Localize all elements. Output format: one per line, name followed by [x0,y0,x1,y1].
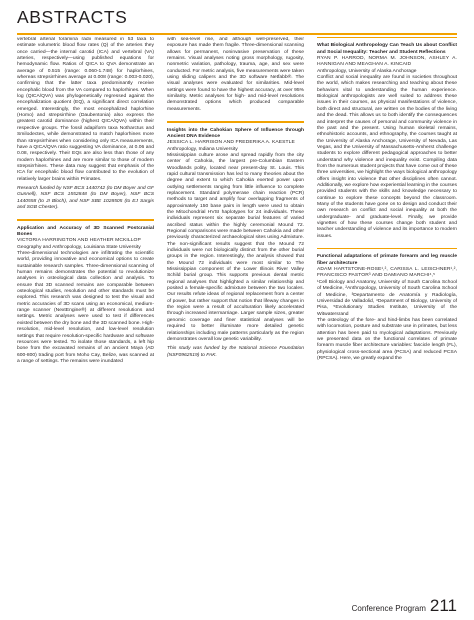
column-2 [167,37,304,359]
abstract-authors: JESSICA L. HARRISON AND FREDERIKA A. KAESTLE [167,140,295,146]
section-divider [317,248,457,249]
abstract-title: Insights into the Cahokian Sphere of Influence through Ancient DNA Evidence [167,127,304,139]
section-divider [17,219,154,220]
footer-label: Conference Program [351,604,426,613]
abstract-authors: ADAM HARTSTONE-ROSE¹,², CARISSA L. LEISCHNER¹,², FRANCISCO PASTOR³ AND DAMIANO MARCHI⁴,⁵ [317,267,457,279]
abstract-body: Mississippian culture arose and spread rapidly from the city center of Cahokia, the largest pre-Columbian Eastern Woodlands polity, located near present-day St. Louis. This rapid cultural transmission has led to many theories about the degree and extent to which Cahokia exerted power upon outlying settlements ranging from little influence to complete replacement. Standard polymerase chain reaction (PCR) methods to target and amplify four overlapping fragments of approximately 150 base pairs in length were used to obtain the Mitochondrial HVSI haplotypes for 24 individuals. These individuals represent six separate burial features of varied ascribed status within the highly ceremonial Mound 72. Regional comparisons were made between Cahokia and other previously characterized archaeological sites using Admixture. The non-significant results suggest that the Mound 72 individuals were not biologically distinct from the other burial groups in the region. Interestingly, the analysis showed that the Mound 72 individuals were most similar to The Mississippian component of the Lower Illinois River Valley Schild burial group. This supports previous dental metric regional analyses that highlighted a similar relationship and posited a female-specific admixture between the two locales. Our results refute ideas of regional replacement from a center of power, but rather support that notion that lifeway changes in the region were a result of acculturation likely accelerated through increased intermarriage. Larger sample sizes, greater genomic coverage and finer statistical analyses will be required to better illuminate more detailed genetic relationships including male patterns particularly as the region demonstrates overall low genetic variability. [167,152,304,342]
page-title: ABSTRACTS [17,7,128,27]
section-divider [167,121,304,122]
abstract-affiliation: ¹Cell Biology and Anatomy, University of South Carolina School of Medicine, ²Anthropology, University of South Carolina School of Medicine, ³Departamento de Anatomía y Radiología, Universidad de Valladolid, ⁴Department of Biology, University of Pisa, ⁵Evolutionary Studies Institute, University of the Witwatersrand [317,279,457,317]
abstract-affiliation: Anthropology, Indiana University [167,146,238,152]
funding-note: Research funded by NSF BCS 1440742 (to DM Boyer and GF Gunnell), NSF BCS 1552848 (to DM Boyer), NSF BCS 1440558 (to JI Bloch), and NSF SBE 1028505 (to EJ Sargis and SGB Chester). [17,185,154,210]
abstract-authors: RYAN P. HARROD, NORMA M. JOHNSON, ASHLEY A. HANNIGAN AND MEAGHAN A. KINCAID [317,56,457,68]
abstract-body: The osteology of the fore- and hind-limbs has been correlated with locomotion, posture and substrate use in primates, but less attention has been paid to myological adaptations. Previously we presented data on the functional correlates of primate forearm muscle fiber architecture variables: fascicle length (FL), physiological cross-sectional area (PCSA) and reduced PCSA (RPCSA). Here, we greatly expand the [317,317,457,361]
abstract-body: Conflict and social inequality are found in societies throughout the world, which makes researching and teaching about these behaviors vital to understanding the human experience. Biological anthropologists are well suited to address these issues in their courses, as physical manifestations of violence, both direct and structural, are written on the bodies of the living and the dead. This allows us to both identify the consequences and interpret the causes of personal and community violence in the past and the present. Using human skeletal remains, ethnohistoric accounts, and ethnography, the courses taught at the University of Alaska Anchorage, University of Nevada, Las Vegas, and the University of Massachusetts-Amherst challenge students to explore different pedagogical approaches to better understand why violence and inequality exist. Compiling data from the numerous student projects that have come out of these three universities, we highlight the ways biological anthropology offers insight into violence that other disciplines often cannot. Additionally, we explore how experiential learning in the courses provided students with the skills and knowledge necessary to continue to explore these concepts beyond the classroom. Many of the students have gone on to design and conduct their own research on conflict and social inequality at both the undergraduate- and graduate-level. Finally, we provide vignettes of how these courses change both student and teacher understanding of violence and its importance to modern issues. [317,75,457,239]
abstract-title: Functional adaptations of primate forearm and leg muscle fiber architecture [317,254,457,266]
page-footer [352,596,457,616]
page-number: 211 [429,596,457,615]
header-divider [17,33,457,35]
column-1 [17,37,154,365]
column-3 [317,37,457,362]
section-divider [317,37,457,38]
abstract-continuation-text: vertebral arterial foramina radii measured in 53 taxa to estimate volumetric blood flow rates (Q) of the arteries they once carried—the internal carotid (ICA) and vertebral (VA) arteries, respectively—using published equations for hemodynamic flow. Ratios of QICA to QVA demonstrate an average of 0.515 (range: 0.060-1.748) for haplorhines, whereas strepsirrhines average at 0.008 (range: 0.003-0.020), confirming that the latter taxa predominantly receive encephalic blood from the VA compared to haplorhines. When log (QICA/QVA) was phylogenetically regressed against the encephalization quotient (EQ), a significant direct correlation emerged. Interestingly, the most encephalized haplorhine (Homo) and strepsirrhine (Daubentonia) also express the greatest carotid dominance (highest QICA/QVA) within their respective groups. The fossil adapiform taxa Notharctus and Smilodectes, while demonstrated to match haplorhines more than strepsirrhines when considering only ICA measurements, have a QICA/QVA ratio suggesting VA dominance, at 0.06 and 0.08, respectively. Their EQs are also less than those of any modern haplorhines and are more similar to those of modern strepsirrhines. These data may suggest that emphasis of the ICA for encephalic blood flow contributed to the evolution of relatively larger brains within Primates. [17,37,154,182]
abstract-continuation-text: with sea-level rise, and although well-preserved, their exposure has made them fragile. Three-dimensional scanning allows for permanent, noninvasive preservation of these remains. Visual analyses noting gross morphology, rugosity, nonmetric variation, pathology, trauma, age, and sex were conducted. For metric analysis, five measurements were taken using sliding calipers and the 3D software Netfabb®. The visual analyses were evaluated for similarities. Mid-level settings were found to have the highest accuracy, at over 95% similarity. Metric analyses for high- and mid-level resolutions demonstrated options which produced comparable measurements. [167,37,304,112]
abstract-body: Three-dimensional technologies are infiltrating the scientific world, providing innovative and economical options to create sustainable research samples. Three-dimensional scanning of human remains demonstrates the potential to revolutionize analyses in osteological data collection and analysis. To ensure that 3D scanned remains are comparable between osteological studies, resolution and other standards must be explored. This research was designed to test the visual and metric accuracies of 3D scans using an economical, medium-range scanner (NextEngine®) at different resolutions and settings. Metric analyses were used to test if differences existed between the dry bone and the 3D scanned bone. High-resolution, mid-level resolution, and low-level resolution settings that require resolution-specific hardware and software resources were tested. To isolate those standards, a left hip bone from the excavated remains of an ancient Maya (AD 600-800) trading port from Moho Cay, Belize, was scanned at a range of settings. The remains were inundated [17,251,154,364]
abstract-affiliation: Geography and Anthropology, Louisiana State University [17,244,141,250]
abstract-affiliation: Anthropology, University of Alaska Anchorage [317,68,417,74]
abstract-title: What Biological Anthropology Can Teach Us about Conflict and Social Inequality: Teacher and Student Reflections [317,43,457,55]
funding-note: This study was funded by the National Science Foundation (NSF0962519) to FAK. [167,346,304,358]
abstract-authors: VICTORIA HARRINGTON AND HEATHER MCKILLOP [17,238,141,244]
abstract-title: Application and Accuracy of 3D Scanned Postcranial Bones [17,225,154,238]
